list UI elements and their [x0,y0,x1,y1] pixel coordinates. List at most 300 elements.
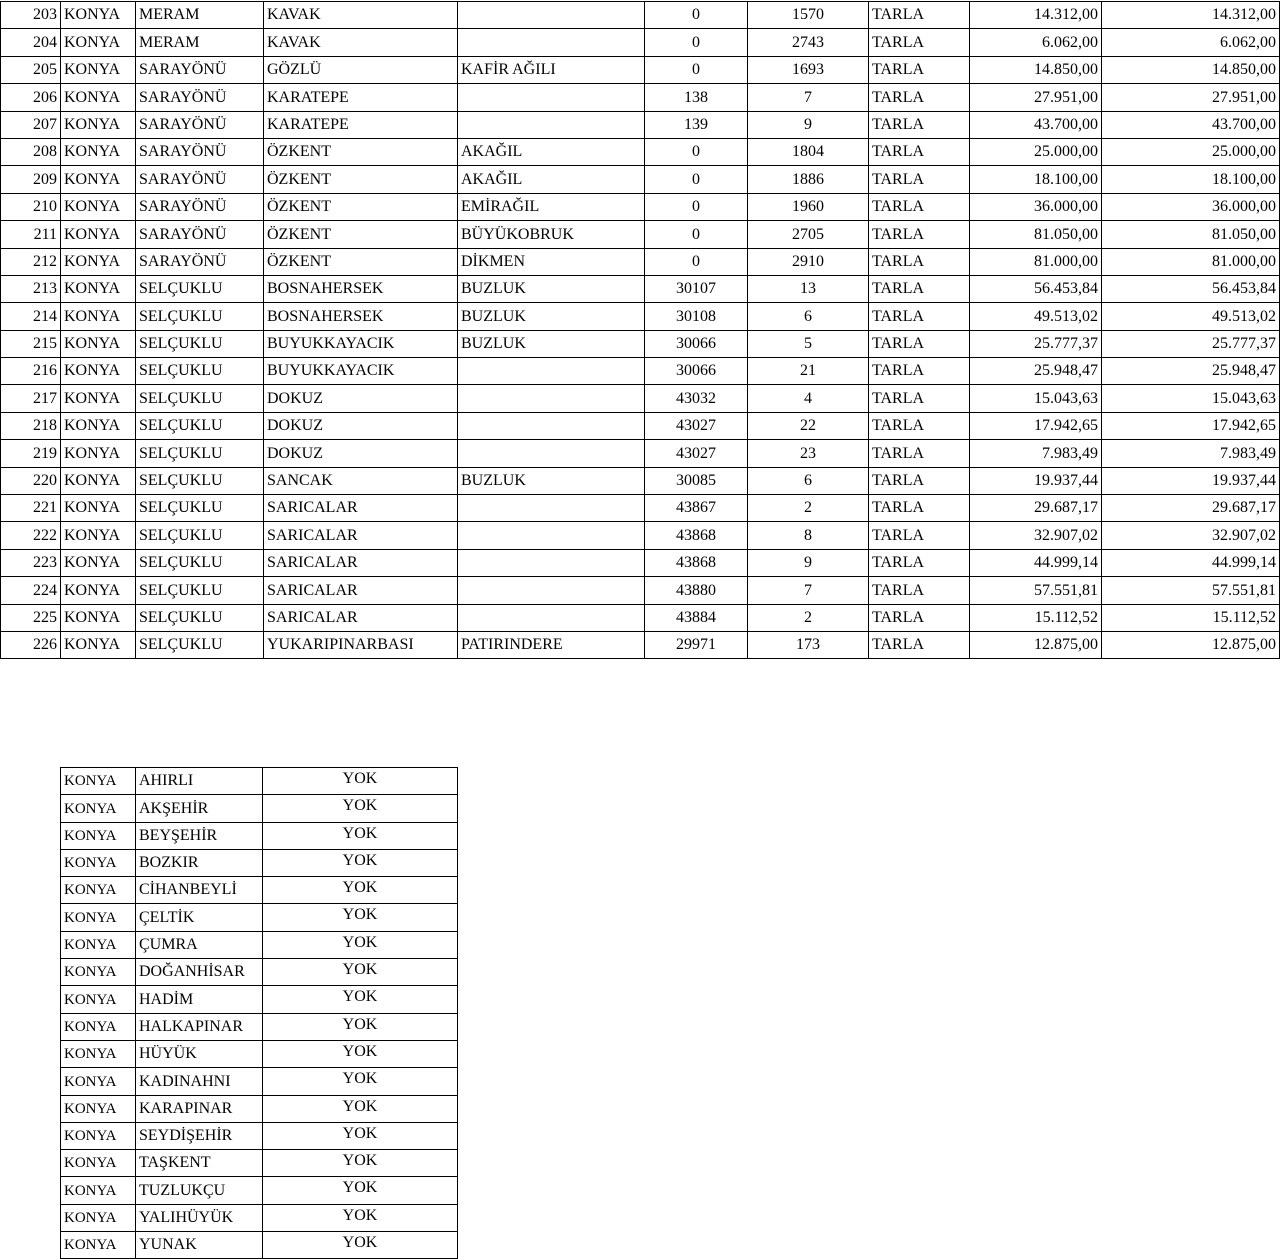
land-type-cell: TARLA [869,193,970,220]
locality-cell [458,549,645,576]
district-cell: ÇUMRA [136,931,263,958]
block-no-cell: 43027 [645,440,748,467]
table-row [61,1232,458,1259]
table-row [1,84,1280,111]
row-number-cell: 215 [1,330,61,357]
table-row [1,604,1280,631]
table-row [61,795,458,822]
land-type-cell: TARLA [869,56,970,83]
land-type-cell: TARLA [869,303,970,330]
table-row [61,768,458,795]
neighborhood-cell: DOKUZ [264,412,458,439]
status-cell: YOK [263,1150,458,1177]
province-cell: KONYA [61,138,136,165]
province-cell: KONYA [61,904,136,931]
land-type-cell: TARLA [869,495,970,522]
district-cell: BEYŞEHİR [136,822,263,849]
block-no-cell: 43027 [645,412,748,439]
district-cell: SEYDİŞEHİR [136,1122,263,1149]
row-number-cell: 221 [1,495,61,522]
district-cell: SELÇUKLU [136,631,264,658]
table-row [1,193,1280,220]
block-no-cell: 43032 [645,385,748,412]
locality-cell: DİKMEN [458,248,645,275]
row-number-cell: 214 [1,303,61,330]
district-table-body [61,768,458,1259]
area-cell: 15.112,52 [970,604,1102,631]
neighborhood-cell: SARICALAR [264,549,458,576]
area-cell: 49.513,02 [970,303,1102,330]
district-cell: SELÇUKLU [136,495,264,522]
province-cell: KONYA [61,358,136,385]
province-cell: KONYA [61,166,136,193]
neighborhood-cell: SANCAK [264,467,458,494]
table-row [61,1204,458,1231]
row-number-cell: 208 [1,138,61,165]
area-cell: 14.312,00 [970,2,1102,29]
parcel-no-cell: 2705 [748,221,869,248]
district-cell: TUZLUKÇU [136,1177,263,1204]
locality-cell [458,440,645,467]
area-cell: 25.777,37 [970,330,1102,357]
province-cell: KONYA [61,29,136,56]
table-row [1,330,1280,357]
province-cell: KONYA [61,931,136,958]
table-row [1,138,1280,165]
parcel-no-cell: 2 [748,495,869,522]
locality-cell: BUZLUK [458,467,645,494]
district-cell: SELÇUKLU [136,604,264,631]
locality-cell [458,412,645,439]
block-no-cell: 30066 [645,330,748,357]
table-row [1,522,1280,549]
district-cell: SELÇUKLU [136,467,264,494]
row-number-cell: 225 [1,604,61,631]
neighborhood-cell: DOKUZ [264,440,458,467]
table-row [1,631,1280,658]
neighborhood-cell: BOSNAHERSEK [264,303,458,330]
share-area-cell: 25.948,47 [1102,358,1280,385]
table-row [61,931,458,958]
neighborhood-cell: ÖZKENT [264,221,458,248]
province-cell: KONYA [61,959,136,986]
row-number-cell: 222 [1,522,61,549]
table-row [1,275,1280,302]
table-row [1,221,1280,248]
parcel-no-cell: 2 [748,604,869,631]
area-cell: 6.062,00 [970,29,1102,56]
province-cell: KONYA [61,795,136,822]
share-area-cell: 14.312,00 [1102,2,1280,29]
locality-cell: BUZLUK [458,330,645,357]
table-row [1,111,1280,138]
district-cell: SARAYÖNÜ [136,56,264,83]
district-cell: SELÇUKLU [136,330,264,357]
parcel-no-cell: 4 [748,385,869,412]
neighborhood-cell: BOSNAHERSEK [264,275,458,302]
land-type-cell: TARLA [869,577,970,604]
district-cell: SARAYÖNÜ [136,84,264,111]
province-cell: KONYA [61,440,136,467]
parcel-no-cell: 2743 [748,29,869,56]
block-no-cell: 30066 [645,358,748,385]
district-cell: SARAYÖNÜ [136,221,264,248]
block-no-cell: 0 [645,193,748,220]
area-cell: 43.700,00 [970,111,1102,138]
neighborhood-cell: KARATEPE [264,111,458,138]
land-type-cell: TARLA [869,29,970,56]
status-cell: YOK [263,877,458,904]
province-cell: KONYA [61,877,136,904]
area-cell: 32.907,02 [970,522,1102,549]
status-cell: YOK [263,822,458,849]
district-cell: SELÇUKLU [136,358,264,385]
table-row [61,822,458,849]
table-row [1,577,1280,604]
block-no-cell: 30085 [645,467,748,494]
province-cell: KONYA [61,1232,136,1259]
province-cell: KONYA [61,549,136,576]
locality-cell [458,604,645,631]
province-cell: KONYA [61,631,136,658]
table-row [1,29,1280,56]
block-no-cell: 43868 [645,549,748,576]
district-cell: SELÇUKLU [136,303,264,330]
block-no-cell: 30108 [645,303,748,330]
province-cell: KONYA [61,221,136,248]
district-cell: SELÇUKLU [136,412,264,439]
table-row [61,1068,458,1095]
row-number-cell: 209 [1,166,61,193]
row-number-cell: 223 [1,549,61,576]
table-row [1,549,1280,576]
block-no-cell: 43884 [645,604,748,631]
row-number-cell: 204 [1,29,61,56]
parcel-no-cell: 21 [748,358,869,385]
share-area-cell: 32.907,02 [1102,522,1280,549]
share-area-cell: 49.513,02 [1102,303,1280,330]
row-number-cell: 212 [1,248,61,275]
locality-cell [458,111,645,138]
parcel-no-cell: 9 [748,549,869,576]
share-area-cell: 25.777,37 [1102,330,1280,357]
district-cell: SELÇUKLU [136,522,264,549]
land-type-cell: TARLA [869,631,970,658]
block-no-cell: 29971 [645,631,748,658]
table-row [61,959,458,986]
status-cell: YOK [263,1232,458,1259]
status-cell: YOK [263,849,458,876]
table-row [61,986,458,1013]
province-cell: KONYA [61,1013,136,1040]
locality-cell: EMİRAĞIL [458,193,645,220]
share-area-cell: 15.112,52 [1102,604,1280,631]
table-row [1,385,1280,412]
table-row [61,877,458,904]
area-cell: 27.951,00 [970,84,1102,111]
land-type-cell: TARLA [869,84,970,111]
neighborhood-cell: YUKARIPINARBASI [264,631,458,658]
status-cell: YOK [263,1204,458,1231]
province-cell: KONYA [61,1204,136,1231]
neighborhood-cell: ÖZKENT [264,193,458,220]
district-cell: HÜYÜK [136,1040,263,1067]
area-cell: 44.999,14 [970,549,1102,576]
district-cell: KARAPINAR [136,1095,263,1122]
table-row [61,1040,458,1067]
share-area-cell: 43.700,00 [1102,111,1280,138]
locality-cell [458,84,645,111]
status-cell: YOK [263,931,458,958]
block-no-cell: 43867 [645,495,748,522]
province-cell: KONYA [61,849,136,876]
parcel-no-cell: 1804 [748,138,869,165]
locality-cell: KAFİR AĞILI [458,56,645,83]
neighborhood-cell: DOKUZ [264,385,458,412]
area-cell: 56.453,84 [970,275,1102,302]
land-type-cell: TARLA [869,111,970,138]
province-cell: KONYA [61,1122,136,1149]
province-cell: KONYA [61,986,136,1013]
share-area-cell: 17.942,65 [1102,412,1280,439]
district-cell: CİHANBEYLİ [136,877,263,904]
land-type-cell: TARLA [869,385,970,412]
province-cell: KONYA [61,768,136,795]
row-number-cell: 210 [1,193,61,220]
parcel-table-body [1,2,1280,659]
row-number-cell: 203 [1,2,61,29]
table-row [61,1122,458,1149]
locality-cell [458,2,645,29]
district-cell: SELÇUKLU [136,549,264,576]
land-type-cell: TARLA [869,248,970,275]
parcel-no-cell: 1570 [748,2,869,29]
block-no-cell: 0 [645,56,748,83]
area-cell: 18.100,00 [970,166,1102,193]
neighborhood-cell: KAVAK [264,29,458,56]
province-cell: KONYA [61,1177,136,1204]
status-cell: YOK [263,795,458,822]
row-number-cell: 205 [1,56,61,83]
neighborhood-cell: GÖZLÜ [264,56,458,83]
parcel-no-cell: 6 [748,467,869,494]
locality-cell [458,29,645,56]
row-number-cell: 207 [1,111,61,138]
block-no-cell: 139 [645,111,748,138]
status-cell: YOK [263,1095,458,1122]
province-cell: KONYA [61,111,136,138]
neighborhood-cell: KARATEPE [264,84,458,111]
province-cell: KONYA [61,275,136,302]
land-type-cell: TARLA [869,467,970,494]
locality-cell: AKAĞIL [458,138,645,165]
parcel-no-cell: 5 [748,330,869,357]
district-cell: SELÇUKLU [136,385,264,412]
area-cell: 17.942,65 [970,412,1102,439]
status-cell: YOK [263,1122,458,1149]
locality-cell [458,495,645,522]
share-area-cell: 81.050,00 [1102,221,1280,248]
locality-cell: BUZLUK [458,303,645,330]
table-row [1,166,1280,193]
parcel-no-cell: 1693 [748,56,869,83]
parcel-no-cell: 173 [748,631,869,658]
area-cell: 15.043,63 [970,385,1102,412]
land-type-cell: TARLA [869,2,970,29]
area-cell: 29.687,17 [970,495,1102,522]
row-number-cell: 224 [1,577,61,604]
district-cell: SARAYÖNÜ [136,138,264,165]
table-row [61,1177,458,1204]
block-no-cell: 43880 [645,577,748,604]
district-cell: HADİM [136,986,263,1013]
district-cell: BOZKIR [136,849,263,876]
status-cell: YOK [263,1068,458,1095]
locality-cell [458,358,645,385]
share-area-cell: 18.100,00 [1102,166,1280,193]
district-cell: SELÇUKLU [136,577,264,604]
district-table [60,767,458,1259]
status-cell: YOK [263,1040,458,1067]
share-area-cell: 57.551,81 [1102,577,1280,604]
parcel-no-cell: 1960 [748,193,869,220]
province-cell: KONYA [61,385,136,412]
province-cell: KONYA [61,56,136,83]
row-number-cell: 213 [1,275,61,302]
district-cell: DOĞANHİSAR [136,959,263,986]
share-area-cell: 14.850,00 [1102,56,1280,83]
district-cell: YUNAK [136,1232,263,1259]
table-row [61,1150,458,1177]
province-cell: KONYA [61,330,136,357]
parcel-no-cell: 9 [748,111,869,138]
district-cell: TAŞKENT [136,1150,263,1177]
land-type-cell: TARLA [869,275,970,302]
share-area-cell: 25.000,00 [1102,138,1280,165]
table-row [1,56,1280,83]
district-cell: SARAYÖNÜ [136,248,264,275]
parcel-no-cell: 8 [748,522,869,549]
row-number-cell: 217 [1,385,61,412]
province-cell: KONYA [61,1040,136,1067]
locality-cell [458,577,645,604]
district-cell: SELÇUKLU [136,275,264,302]
land-type-cell: TARLA [869,522,970,549]
area-cell: 25.948,47 [970,358,1102,385]
district-cell: MERAM [136,29,264,56]
table-row [1,440,1280,467]
block-no-cell: 138 [645,84,748,111]
status-cell: YOK [263,1013,458,1040]
area-cell: 19.937,44 [970,467,1102,494]
neighborhood-cell: ÖZKENT [264,138,458,165]
table-row [1,358,1280,385]
parcel-no-cell: 13 [748,275,869,302]
district-cell: SARAYÖNÜ [136,166,264,193]
table-row [1,467,1280,494]
share-area-cell: 7.983,49 [1102,440,1280,467]
block-no-cell: 0 [645,248,748,275]
row-number-cell: 218 [1,412,61,439]
row-number-cell: 206 [1,84,61,111]
table-row [1,495,1280,522]
land-type-cell: TARLA [869,358,970,385]
table-row [61,1095,458,1122]
table-row [61,849,458,876]
area-cell: 81.050,00 [970,221,1102,248]
neighborhood-cell: ÖZKENT [264,248,458,275]
neighborhood-cell: ÖZKENT [264,166,458,193]
province-cell: KONYA [61,84,136,111]
land-type-cell: TARLA [869,604,970,631]
province-cell: KONYA [61,495,136,522]
province-cell: KONYA [61,604,136,631]
share-area-cell: 15.043,63 [1102,385,1280,412]
district-cell: AHIRLI [136,768,263,795]
province-cell: KONYA [61,2,136,29]
province-cell: KONYA [61,1068,136,1095]
area-cell: 57.551,81 [970,577,1102,604]
district-cell: SELÇUKLU [136,440,264,467]
parcel-no-cell: 7 [748,84,869,111]
row-number-cell: 219 [1,440,61,467]
province-cell: KONYA [61,1150,136,1177]
table-row [1,2,1280,29]
neighborhood-cell: SARICALAR [264,522,458,549]
province-cell: KONYA [61,303,136,330]
land-type-cell: TARLA [869,330,970,357]
neighborhood-cell: SARICALAR [264,604,458,631]
province-cell: KONYA [61,1095,136,1122]
land-type-cell: TARLA [869,412,970,439]
district-cell: MERAM [136,2,264,29]
row-number-cell: 220 [1,467,61,494]
province-cell: KONYA [61,467,136,494]
status-cell: YOK [263,904,458,931]
land-type-cell: TARLA [869,549,970,576]
locality-cell: PATIRINDERE [458,631,645,658]
locality-cell: AKAĞIL [458,166,645,193]
share-area-cell: 6.062,00 [1102,29,1280,56]
district-cell: ÇELTİK [136,904,263,931]
neighborhood-cell: BUYUKKAYACIK [264,330,458,357]
area-cell: 81.000,00 [970,248,1102,275]
province-cell: KONYA [61,822,136,849]
locality-cell [458,522,645,549]
neighborhood-cell: SARICALAR [264,577,458,604]
row-number-cell: 216 [1,358,61,385]
district-cell: HALKAPINAR [136,1013,263,1040]
area-cell: 25.000,00 [970,138,1102,165]
parcel-no-cell: 22 [748,412,869,439]
locality-cell: BUZLUK [458,275,645,302]
block-no-cell: 0 [645,2,748,29]
share-area-cell: 19.937,44 [1102,467,1280,494]
province-cell: KONYA [61,522,136,549]
district-cell: YALIHÜYÜK [136,1204,263,1231]
area-cell: 7.983,49 [970,440,1102,467]
share-area-cell: 12.875,00 [1102,631,1280,658]
block-no-cell: 0 [645,166,748,193]
area-cell: 14.850,00 [970,56,1102,83]
district-cell: AKŞEHİR [136,795,263,822]
area-cell: 12.875,00 [970,631,1102,658]
area-cell: 36.000,00 [970,193,1102,220]
district-cell: SARAYÖNÜ [136,111,264,138]
table-row [61,904,458,931]
land-type-cell: TARLA [869,138,970,165]
land-type-cell: TARLA [869,440,970,467]
